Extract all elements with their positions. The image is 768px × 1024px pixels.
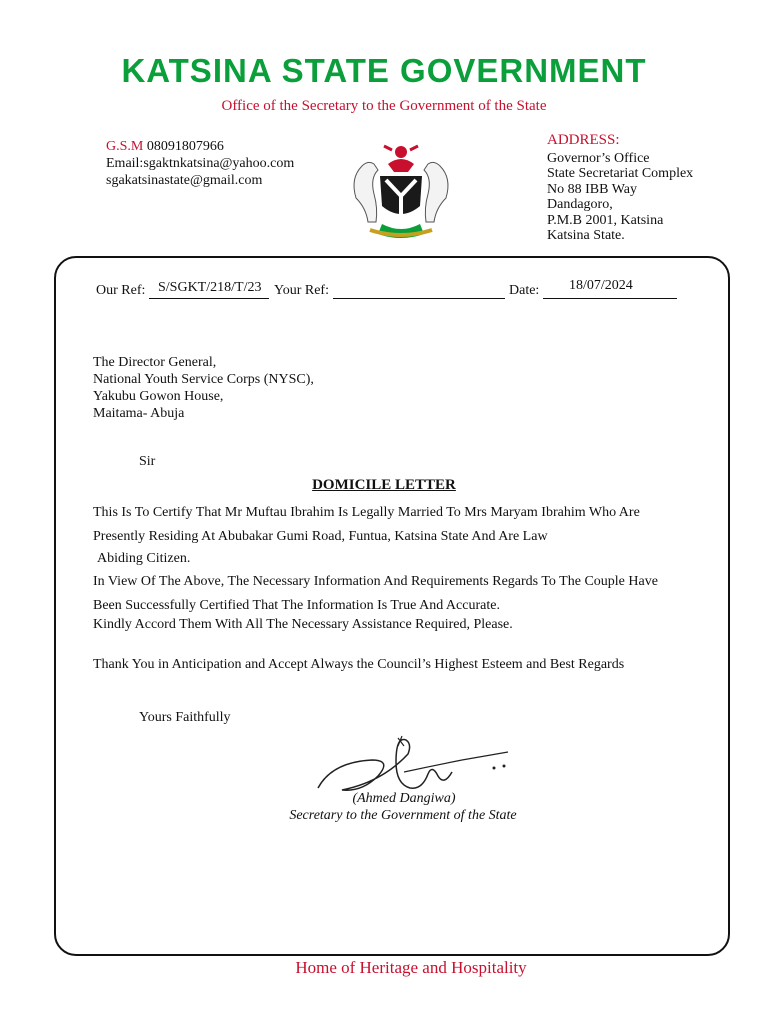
letter-title: DOMICILE LETTER [312,477,456,493]
contact-block [106,138,294,189]
recipient-block [93,354,314,422]
government-title: KATSINA STATE GOVERNMENT [121,52,647,89]
address-line: No 88 IBB Way [547,181,638,197]
recipient-line: National Youth Service Corps (NYSC), [93,372,314,387]
gsm-line [106,138,294,155]
thanks-line: Thank You in Anticipation and Accept Always the Council’s Highest Esteem and Best Regards [93,657,625,672]
body-line: Been Successfully Certified That The Information Is True And Accurate. [93,598,500,613]
recipient-line: The Director General, [93,355,217,370]
recipient-line: Yakubu Gowon House, [93,389,224,404]
email-primary: Email:sgaktnkatsina@yahoo.com [106,156,295,171]
email-secondary: sgakatsinastate@gmail.com [106,173,263,188]
address-line: Katsina State. [547,228,625,243]
address-line: P.M.B 2001, Katsina [547,212,664,228]
your-ref-label: Your Ref: [274,283,329,298]
date-label: Date: [509,283,540,298]
address-line: Dandagoro, [547,197,613,212]
address-label: ADDRESS: [547,132,620,148]
closing: Yours Faithfully [139,710,231,725]
our-ref-underline [149,298,269,299]
recipient-line: Maitama- Abuja [93,406,185,421]
body-line: Presently Residing At Abubakar Gumi Road, Funtua, Katsina State And Are Law [93,529,548,544]
gsm-number: 08091807966 [146,139,224,154]
body-line: Abiding Citizen. [97,551,191,566]
date-value: 18/07/2024 [569,278,633,293]
salutation: Sir [139,454,156,469]
address-line: State Secretariat Complex [547,166,694,181]
signer-name: (Ahmed Dangiwa) [352,791,456,806]
office-subtitle: Office of the Secretary to the Government of the State [221,98,547,114]
date-underline [543,298,677,299]
address-line: Governor’s Office [547,150,650,166]
body-line: In View Of The Above, The Necessary Information And Requirements Regards To The Couple Have [93,574,658,589]
footer-motto: Home of Heritage and Hospitality [295,958,527,977]
your-ref-underline [333,298,505,299]
body-line: This Is To Certify That Mr Muftau Ibrahim Is Legally Married To Mrs Maryam Ibrahim Who Are [93,505,640,520]
coat-of-arms-icon [348,138,454,242]
body-line: Kindly Accord Them With All The Necessary Assistance Required, Please. [93,617,513,632]
our-ref-label: Our Ref: [96,283,146,298]
our-ref-value: S/SGKT/218/T/23 [158,280,262,295]
address-block [547,133,693,244]
gsm-label: G.S.M [106,139,144,154]
signer-role: Secretary to the Government of the State [289,808,517,823]
